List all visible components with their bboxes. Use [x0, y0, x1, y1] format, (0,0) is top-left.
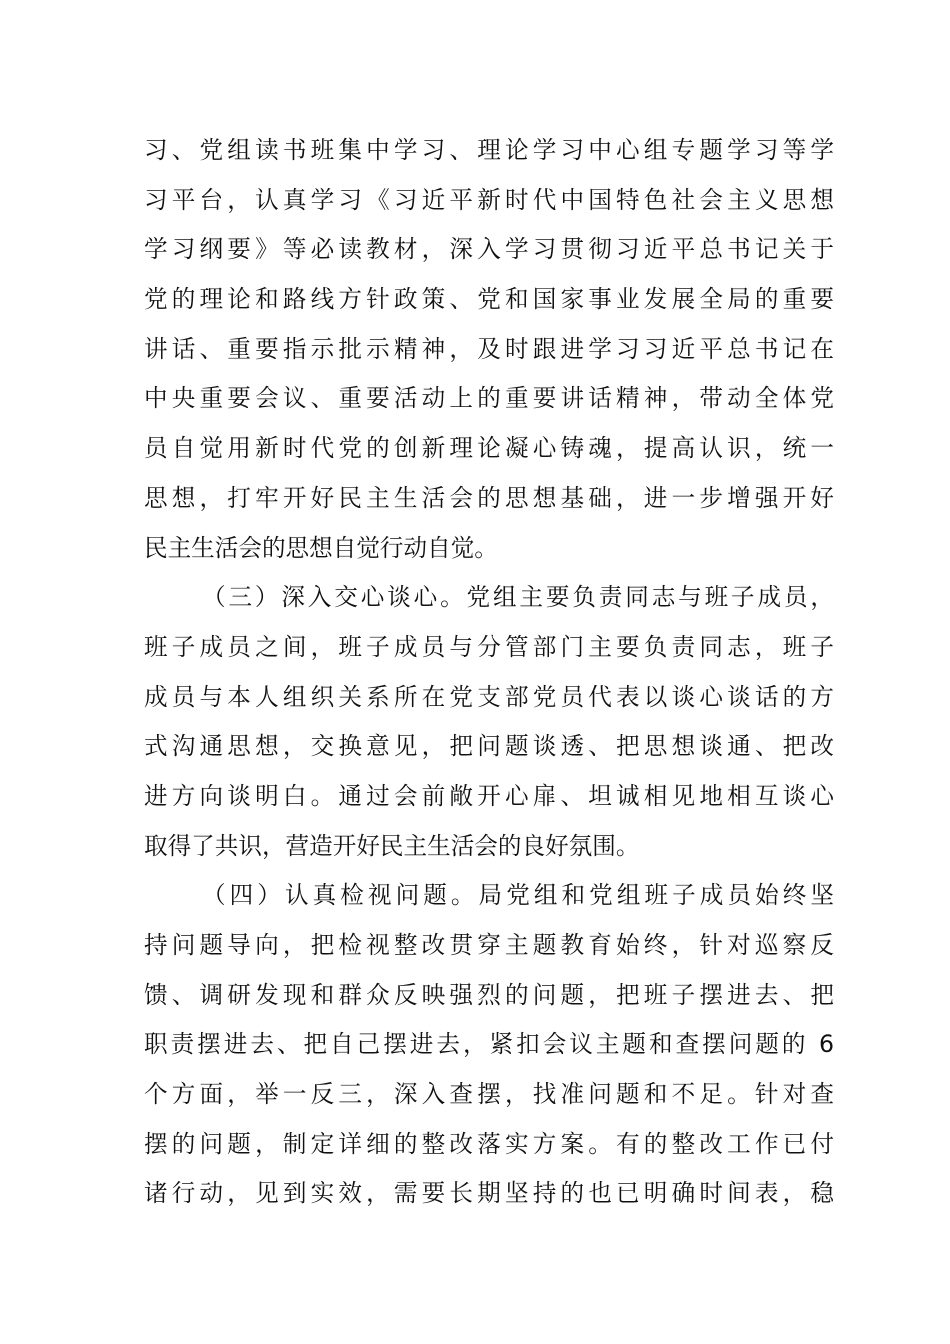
- text-line: 学习纲要》等必读教材，深入学习贯彻习近平总书记关于: [144, 235, 834, 264]
- text-line: 党的理论和路线方针政策、党和国家事业发展全局的重要: [144, 285, 834, 314]
- text-line: 成员与本人组织关系所在党支部党员代表以谈心谈话的方: [144, 682, 834, 711]
- text-line: 式沟通思想，交换意见，把问题谈透、把思想谈通、把改: [144, 732, 834, 761]
- text-line: 习、党组读书班集中学习、理论学习中心组专题学习等学: [144, 136, 834, 164]
- text-line: 取得了共识，营造开好民主生活会的良好氛围。: [144, 831, 640, 860]
- text-line: 诸行动，见到实效，需要长期坚持的也已明确时间表，稳: [144, 1179, 834, 1208]
- text-line: 进方向谈明白。通过会前敞开心扉、坦诚相见地相互谈心: [144, 781, 834, 810]
- text-line: 职责摆进去、把自己摆进去，紧扣会议主题和查摆问题的 6: [144, 1030, 834, 1059]
- text-line: 馈、调研发现和群众反映强烈的问题，把班子摆进去、把: [144, 980, 834, 1009]
- text-line: 思想，打牢开好民主生活会的思想基础，进一步增强开好: [144, 483, 834, 512]
- text-line: 员自觉用新时代党的创新理论凝心铸魂，提高认识，统一: [144, 434, 834, 463]
- section-heading-line: （四）认真检视问题。局党组和党组班子成员始终坚: [202, 881, 834, 910]
- document-body: [144, 126, 834, 1219]
- text-line: 习平台，认真学习《习近平新时代中国特色社会主义思想: [144, 185, 834, 214]
- text-line: 个方面，举一反三，深入查摆，找准问题和不足。针对查: [144, 1080, 834, 1109]
- text-line: 班子成员之间，班子成员与分管部门主要负责同志，班子: [144, 632, 834, 661]
- text-line: 中央重要会议、重要活动上的重要讲话精神，带动全体党: [144, 384, 834, 413]
- text-line: 摆的问题，制定详细的整改落实方案。有的整改工作已付: [144, 1129, 834, 1158]
- text-line: 民主生活会的思想自觉行动自觉。: [144, 533, 498, 562]
- text-line: 讲话、重要指示批示精神，及时跟进学习习近平总书记在: [144, 334, 834, 363]
- text-line: 持问题导向，把检视整改贯穿主题教育始终，针对巡察反: [144, 931, 834, 959]
- section-heading-line: （三）深入交心谈心。党组主要负责同志与班子成员，: [202, 583, 834, 612]
